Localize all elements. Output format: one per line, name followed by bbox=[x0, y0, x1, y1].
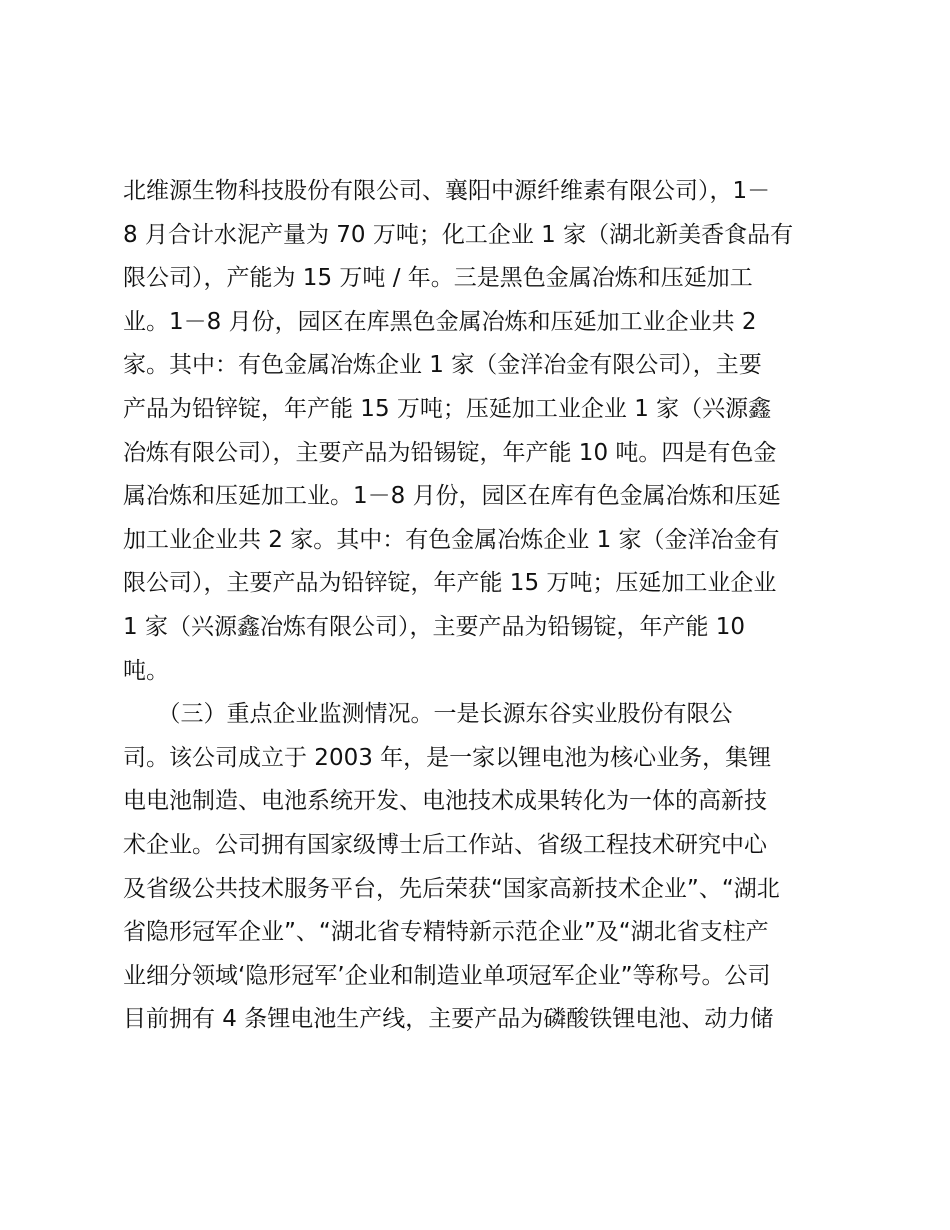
text-line: 术企业。公司拥有国家级博士后工作站、省级工程技术研究中心 bbox=[123, 831, 767, 858]
text-line: 及省级公共技术服务平台，先后荣获“国家高新技术企业”、“湖北 bbox=[123, 875, 780, 902]
text-line: 北维源生物科技股份有限公司、襄阳中源纤维素有限公司），1－ bbox=[123, 178, 771, 204]
section-heading-line: （三）重点企业监测情况。一是长源东谷实业股份有限公 bbox=[123, 701, 733, 728]
text-line: 加工业企业共 2 家。其中：有色金属冶炼企业 1 家（金洋冶金有 bbox=[123, 526, 780, 553]
text-line: 限公司），产能为 15 万吨 / 年。三是黑色金属冶炼和压延加工 bbox=[123, 265, 753, 292]
body-text bbox=[123, 170, 843, 1042]
text-line: 业细分领域‘隐形冠军’企业和制造业单项冠军企业”等称号。公司 bbox=[123, 962, 771, 989]
text-line: 1 家（兴源鑫冶炼有限公司），主要产品为铅锡锭，年产能 10 bbox=[123, 613, 746, 640]
text-line: 限公司），主要产品为铅锌锭，年产能 15 万吨；压延加工业企业 bbox=[123, 570, 777, 597]
text-line: 产品为铅锌锭，年产能 15 万吨；压延加工业企业 1 家（兴源鑫 bbox=[123, 395, 772, 422]
text-line: 属冶炼和压延加工业。1－8 月份，园区在库有色金属冶炼和压延 bbox=[123, 483, 781, 510]
text-line: 8 月合计水泥产量为 70 万吨；化工企业 1 家（湖北新美香食品有 bbox=[123, 221, 794, 248]
text-line: 业。1－8 月份，园区在库黑色金属冶炼和压延加工业企业共 2 bbox=[123, 308, 757, 335]
text-line: 司。该公司成立于 2003 年，是一家以锂电池为核心业务，集锂 bbox=[123, 744, 772, 771]
text-line: 目前拥有 4 条锂电池生产线，主要产品为磷酸铁锂电池、动力储 bbox=[123, 1006, 774, 1033]
text-line: 电电池制造、电池系统开发、电池技术成果转化为一体的高新技 bbox=[123, 788, 767, 815]
text-line: 省隐形冠军企业”、“湖北省专精特新示范企业”及“湖北省支柱产 bbox=[123, 919, 769, 946]
text-line: 吨。 bbox=[123, 657, 169, 684]
text-line: 冶炼有限公司），主要产品为铅锡锭，年产能 10 吨。四是有色金 bbox=[123, 439, 777, 466]
text-line: 家。其中：有色金属冶炼企业 1 家（金洋冶金有限公司），主要 bbox=[123, 352, 762, 379]
